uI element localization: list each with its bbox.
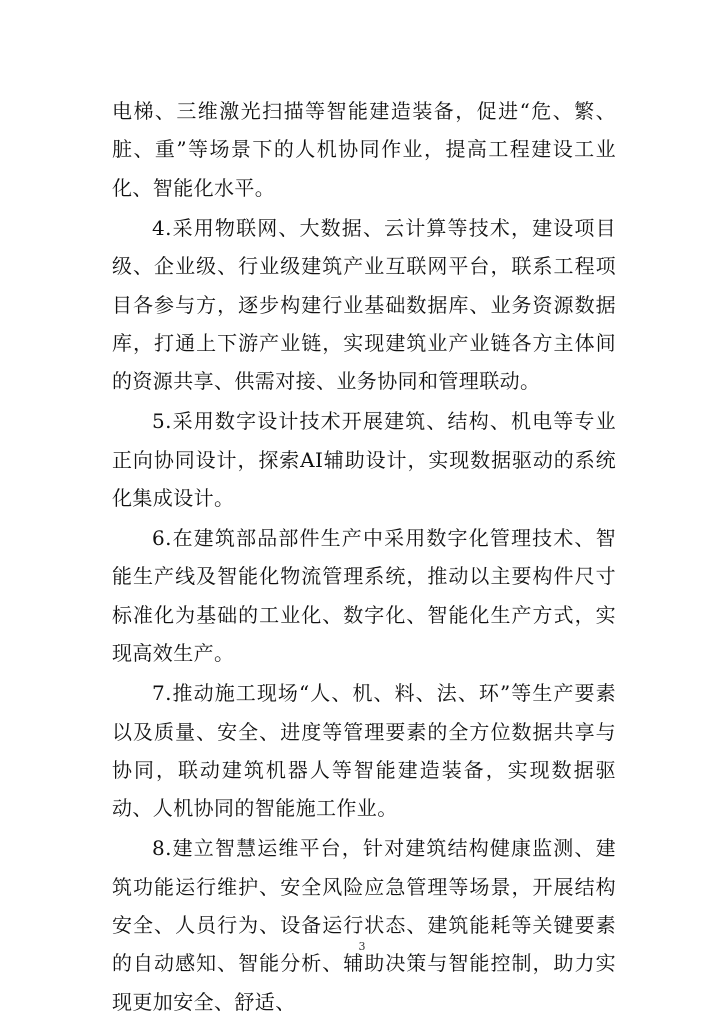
document-body bbox=[112, 92, 616, 1021]
paragraph-item-7: 7.推动施工现场“人、机、料、法、环”等生产要素以及质量、安全、进度等管理要素的全方位数据共享与协同，联动建筑机器人等智能建造装备，实现数据驱动、人机协同的智能施工作业。 bbox=[112, 681, 616, 821]
paragraph-item-6: 6.在建筑部品部件生产中采用数字化管理技术、智能生产线及智能化物流管理系统，推动以主要构件尺寸标准化为基础的工业化、数字化、智能化生产方式，实现高效生产。 bbox=[112, 525, 616, 666]
page-number: 3 bbox=[358, 940, 366, 953]
paragraph-item-8: 8.建立智慧运维平台，针对建筑结构健康监测、建筑功能运行维护、安全风险应急管理等场景，开展结构安全、人员行为、设备运行状态、建筑能耗等关键要素的自动感知、智能分析、辅助决策与智能控制，助力实现更加安全、舒适、 bbox=[112, 836, 616, 1014]
paragraph-continuation: 电梯、三维激光扫描等智能建造装备，促进“危、繁、脏、重”等场景下的人机协同作业，提高工程建设工业化、智能化水平。 bbox=[112, 99, 616, 200]
paragraph-item-5: 5.采用数字设计技术开展建筑、结构、机电等专业正向协同设计，探索AI辅助设计，实现数据驱动的系统化集成设计。 bbox=[112, 409, 616, 511]
paragraph-item-4: 4.采用物联网、大数据、云计算等技术，建设项目级、企业级、行业级建筑产业互联网平台，联系工程项目各参与方，逐步构建行业基础数据库、业务资源数据库，打通上下游产业链，实现建筑业产业链各方主体间的资源共享、供需对接、业务协同和管理联动。 bbox=[112, 215, 616, 394]
